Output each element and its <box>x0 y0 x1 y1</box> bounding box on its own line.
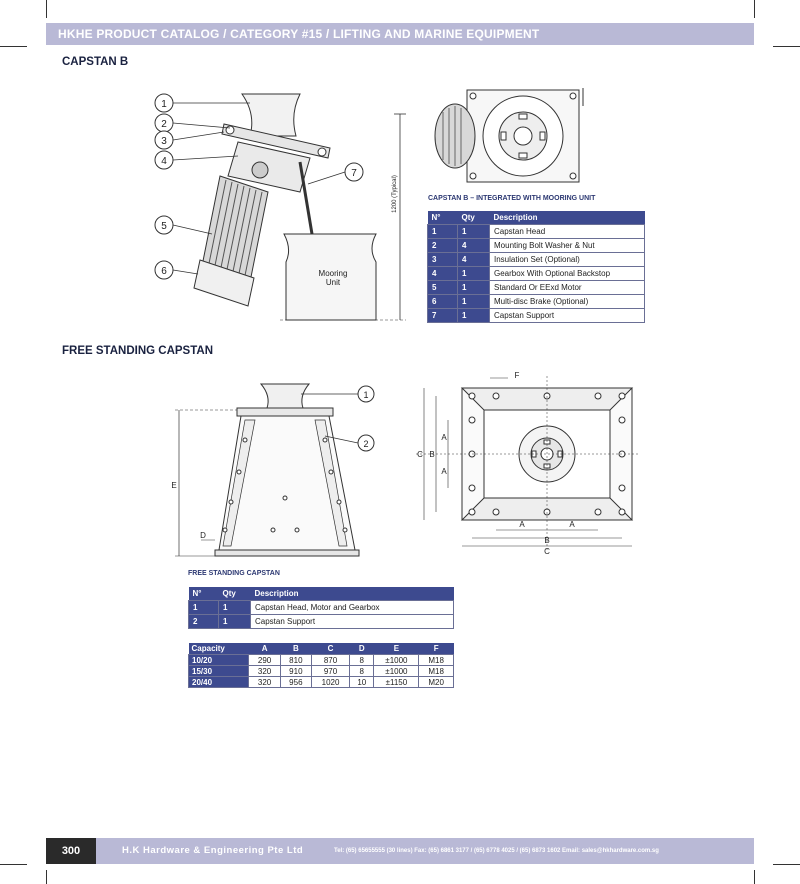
capacity-table <box>188 643 454 688</box>
crop-mark <box>46 0 47 18</box>
col-header-number: N° <box>428 211 458 225</box>
page-number: 300 <box>46 838 96 864</box>
cell-value: 290 <box>249 655 280 666</box>
free-standing-side-drawing <box>165 380 380 565</box>
cell-value: 8 <box>350 655 374 666</box>
contact-info: Tel: (65) 65655555 (30 lines) Fax: (65) 6861 3177 / (65) 6778 4025 / (65) 6873 1602 Email: sales@hkhardware.com.sg <box>334 848 659 854</box>
cell-number: 3 <box>428 253 458 267</box>
cell-value: M20 <box>419 677 454 688</box>
cell-number: 4 <box>428 267 458 281</box>
dim-letter-a: A <box>519 520 525 529</box>
capstan-b-caption: CAPSTAN B – INTEGRATED WITH MOORING UNIT <box>428 195 596 202</box>
table-row <box>428 267 645 281</box>
cell-value: 910 <box>280 666 311 677</box>
cell-value: 320 <box>249 666 280 677</box>
page-footer <box>46 838 754 864</box>
dim-letter-c: C <box>544 547 550 556</box>
cell-value: ±1000 <box>374 655 419 666</box>
col-header-e: E <box>374 643 419 655</box>
col-header-description: Description <box>490 211 645 225</box>
capstan-b-side-drawing <box>150 84 420 329</box>
callout-6: 6 <box>161 266 167 277</box>
dim-letter-f: F <box>514 371 520 380</box>
cell-qty: 1 <box>458 267 490 281</box>
cell-qty: 4 <box>458 253 490 267</box>
free-standing-parts-table <box>188 587 454 629</box>
cell-value: M18 <box>419 655 454 666</box>
cell-number: 7 <box>428 309 458 323</box>
col-header-b: B <box>280 643 311 655</box>
col-header-number: N° <box>189 587 219 601</box>
dim-letter-b: B <box>429 450 435 459</box>
col-header-capacity: Capacity <box>189 643 249 655</box>
mooring-unit-label: Unit <box>325 278 341 287</box>
dim-letter-b: B <box>544 536 550 545</box>
crop-mark <box>773 46 800 47</box>
table-row <box>428 253 645 267</box>
free-standing-top-drawing <box>410 368 645 558</box>
cell-description: Insulation Set (Optional) <box>490 253 645 267</box>
cell-value: ±1150 <box>374 677 419 688</box>
cell-description: Gearbox With Optional Backstop <box>490 267 645 281</box>
crop-mark <box>773 864 800 865</box>
cell-qty: 1 <box>219 601 251 615</box>
cell-qty: 1 <box>458 295 490 309</box>
crop-mark <box>754 870 755 884</box>
cell-value: 8 <box>350 666 374 677</box>
capstan-b-parts-table <box>427 211 645 323</box>
callout-4: 4 <box>161 156 167 167</box>
cell-description: Capstan Head, Motor and Gearbox <box>251 601 454 615</box>
free-standing-caption: FREE STANDING CAPSTAN <box>188 570 280 577</box>
dim-letter-a: A <box>441 433 447 442</box>
table-row <box>189 601 454 615</box>
cell-qty: 1 <box>458 309 490 323</box>
callout-7: 7 <box>351 168 357 179</box>
cell-value: ±1000 <box>374 666 419 677</box>
cell-description: Capstan Head <box>490 225 645 239</box>
cell-number: 2 <box>189 615 219 629</box>
catalog-banner: HKHE PRODUCT CATALOG / CATEGORY #15 / LIFTING AND MARINE EQUIPMENT <box>46 23 754 45</box>
col-header-a: A <box>249 643 280 655</box>
dim-letter-a: A <box>569 520 575 529</box>
cell-number: 6 <box>428 295 458 309</box>
cell-number: 1 <box>189 601 219 615</box>
crop-mark <box>0 864 27 865</box>
cell-value: 870 <box>311 655 349 666</box>
col-header-qty: Qty <box>458 211 490 225</box>
cell-number: 5 <box>428 281 458 295</box>
cell-qty: 4 <box>458 239 490 253</box>
cell-value: 956 <box>280 677 311 688</box>
table-row <box>428 239 645 253</box>
cell-description: Mounting Bolt Washer & Nut <box>490 239 645 253</box>
col-header-qty: Qty <box>219 587 251 601</box>
callout-2: 2 <box>161 119 167 130</box>
crop-mark <box>46 870 47 884</box>
col-header-c: C <box>311 643 349 655</box>
table-row <box>189 677 454 688</box>
section-title-capstan-b: CAPSTAN B <box>62 56 129 68</box>
cell-qty: 1 <box>458 225 490 239</box>
cell-value: 970 <box>311 666 349 677</box>
cell-value: 1020 <box>311 677 349 688</box>
table-row <box>428 225 645 239</box>
table-row <box>189 655 454 666</box>
cell-description: Standard Or EExd Motor <box>490 281 645 295</box>
capstan-b-top-drawing <box>425 84 590 189</box>
mooring-unit-label: Mooring <box>318 269 348 278</box>
cell-value: 810 <box>280 655 311 666</box>
dim-letter-e: E <box>171 481 177 490</box>
col-header-description: Description <box>251 587 454 601</box>
table-row <box>428 309 645 323</box>
section-title-free-standing: FREE STANDING CAPSTAN <box>62 345 213 357</box>
cell-value: 10 <box>350 677 374 688</box>
cell-number: 1 <box>428 225 458 239</box>
dim-letter-c: C <box>417 450 423 459</box>
callout-3: 3 <box>161 136 167 147</box>
dim-letter-d: D <box>200 531 206 540</box>
cell-capacity: 10/20 <box>189 655 249 666</box>
cell-capacity: 15/30 <box>189 666 249 677</box>
cell-description: Capstan Support <box>490 309 645 323</box>
callout-1: 1 <box>363 390 369 400</box>
cell-capacity: 20/40 <box>189 677 249 688</box>
callout-5: 5 <box>161 221 167 232</box>
cell-number: 2 <box>428 239 458 253</box>
cell-value: M18 <box>419 666 454 677</box>
cell-qty: 1 <box>458 281 490 295</box>
callout-1: 1 <box>161 99 167 110</box>
col-header-d: D <box>350 643 374 655</box>
cell-value: 320 <box>249 677 280 688</box>
crop-mark <box>754 0 755 18</box>
company-name: H.K Hardware & Engineering Pte Ltd <box>122 845 304 856</box>
cell-qty: 1 <box>219 615 251 629</box>
crop-mark <box>0 46 27 47</box>
table-row <box>189 666 454 677</box>
table-row <box>189 615 454 629</box>
cell-description: Multi-disc Brake (Optional) <box>490 295 645 309</box>
col-header-f: F <box>419 643 454 655</box>
dimension-label: 1200 (Typical) <box>392 175 398 213</box>
callout-2: 2 <box>363 439 369 449</box>
dim-letter-a: A <box>441 467 447 476</box>
cell-description: Capstan Support <box>251 615 454 629</box>
table-row <box>428 281 645 295</box>
table-row <box>428 295 645 309</box>
